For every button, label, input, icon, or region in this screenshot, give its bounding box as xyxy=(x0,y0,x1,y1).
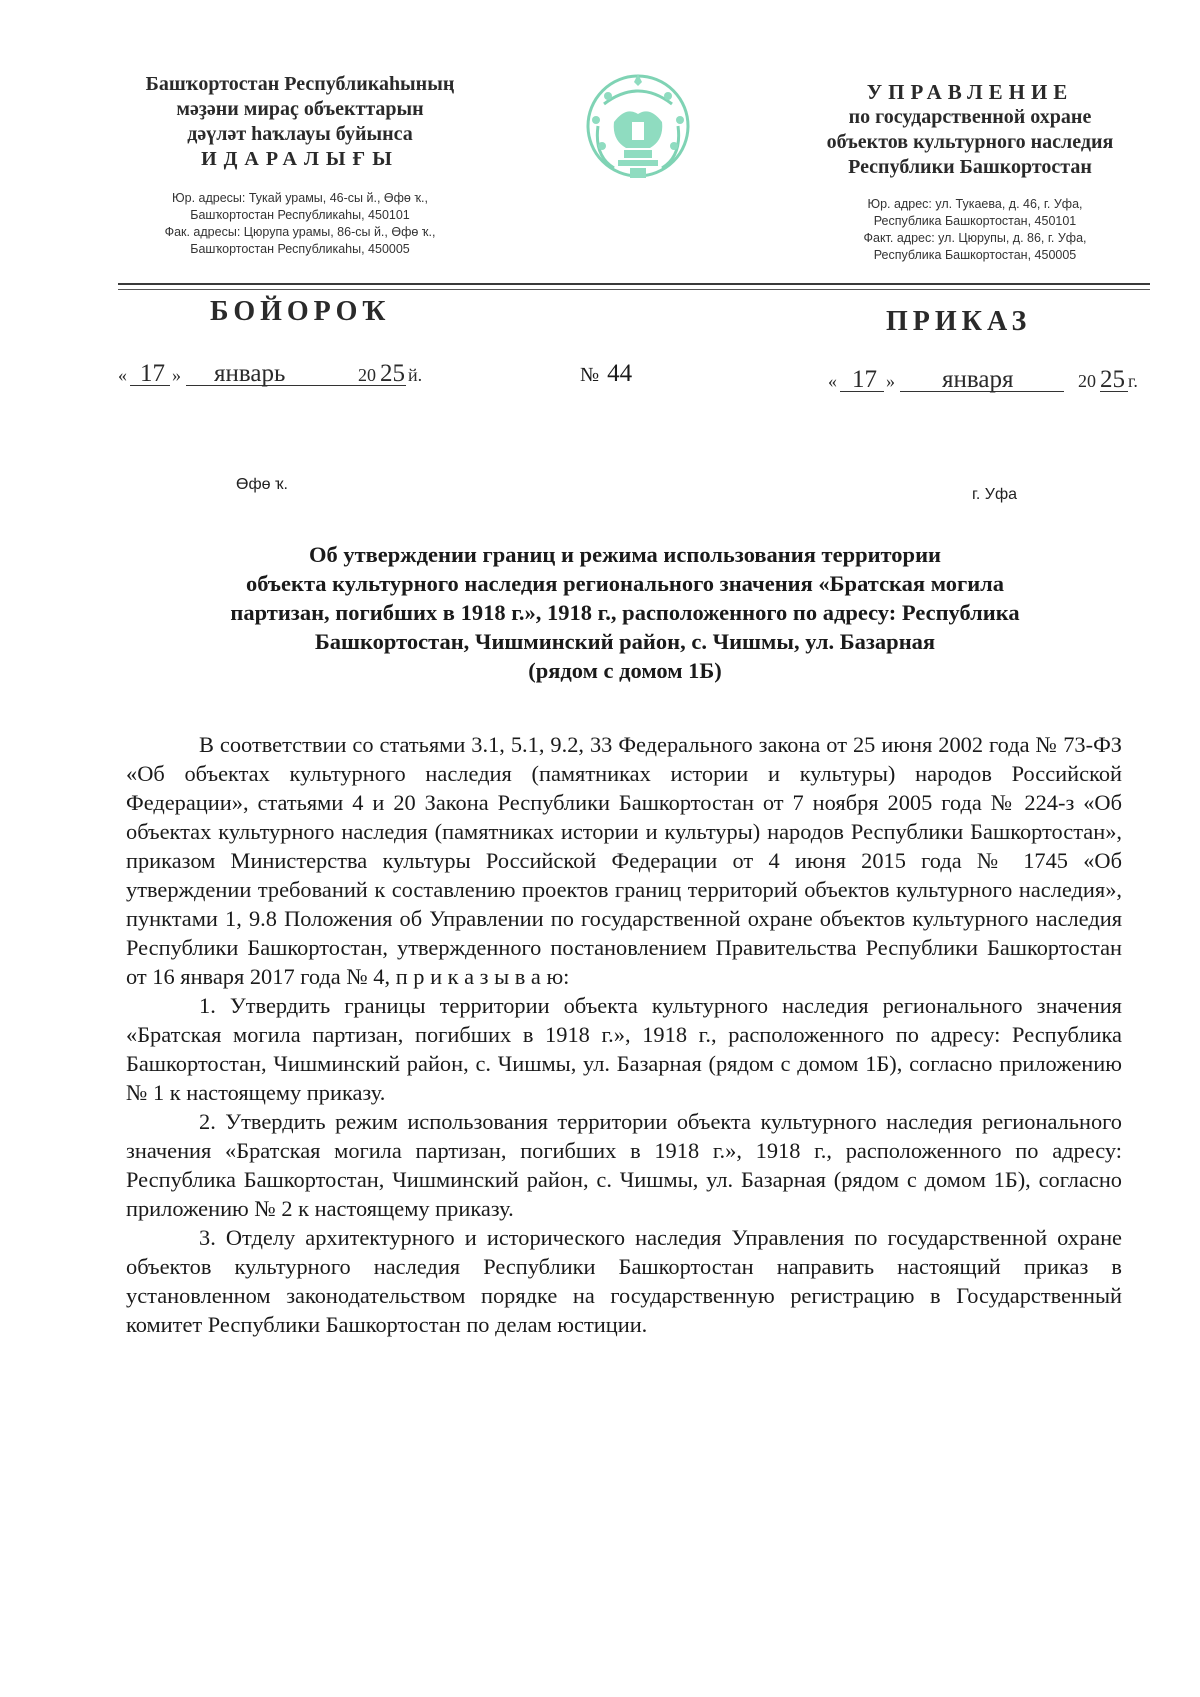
org-line: ИДАРАЛЫҒЫ xyxy=(201,148,399,170)
day-value: 17 xyxy=(140,360,165,387)
address-line: Республика Башкортостан, 450005 xyxy=(873,248,1077,262)
org-line: мәҙәни мираҫ объекттарын xyxy=(176,98,424,120)
quote-close: » xyxy=(172,365,181,385)
header-org-russian xyxy=(790,80,1150,180)
header-org-bashkir xyxy=(120,72,480,172)
title-line: (рядом с домом 1Б) xyxy=(528,658,722,683)
org-line: Башҡортостан Республикаһының xyxy=(145,73,455,95)
address-line: Факт. адрес: ул. Цюрупы, д. 86, г. Уфа, xyxy=(863,231,1087,245)
document-title xyxy=(130,540,1120,685)
year-value: 25 xyxy=(1100,366,1125,393)
address-russian xyxy=(805,196,1145,264)
title-line: Об утверждении границ и режима использования территории xyxy=(308,542,942,567)
address-line: Республика Башкортостан, 450101 xyxy=(873,214,1077,228)
header-divider-thin xyxy=(118,289,1150,290)
address-line: Башҡортостан Республикаһы, 450005 xyxy=(190,242,410,256)
preamble-paragraph: В соответствии со статьями 3.1, 5.1, 9.2, 33 Федерального закона от 25 июня 2002 года № 73-ФЗ «Об объектах культурного наследия (памятниках истории и культуры) народов Российской Федерации», статьями 4 и 20 Закона Республики Башкортостан от 7 ноября 2005 года № 224-з «Об объектах культурного наследия (памятниках истории и культуры) народов Республики Башкортостан», приказом Министерства культуры Российской Федерации от 4 июня 2015 года № 1745 «Об утверждении требований к составлению проектов границ территорий объектов культурного наследия», пунктами 1, 9.8 Положения об Управлении по государственной охране объектов культурного наследия Республики Башкортостан, утвержденного постановлением Правительства Республики Башкортостан от 16 января 2017 года № 4, п р и к а з ы в а ю: xyxy=(126,732,1122,989)
number-sign: № xyxy=(580,364,600,386)
org-line: объектов культурного наследия xyxy=(826,131,1114,153)
address-line: Башҡортостан Республикаһы, 450101 xyxy=(190,208,410,222)
order-item-1: 1. Утвердить границы территории объекта культурного наследия регионального значения «Братская могила партизан, погибших в 1918 г.», 1918 г., расположенного по адресу: Республика Башкортостан, Чишминский район, с. Чишмы, ул. Базарная (рядом с домом 1Б), согласно приложению № 1 к настоящему приказу. xyxy=(126,993,1122,1105)
doc-type-bashkir: БОЙОРОҠ xyxy=(210,296,391,327)
title-line: объекта культурного наследия регионального значения «Братская могила xyxy=(245,571,1005,596)
city-russian: г. Уфа xyxy=(972,486,1017,503)
org-line: дәүләт һаҡлауы буйынса xyxy=(187,123,413,145)
quote-open: « xyxy=(118,365,127,385)
org-line: по государственной охране xyxy=(848,106,1092,128)
city-bashkir: Өфө ҡ. xyxy=(236,476,288,493)
month-value: январь xyxy=(214,360,286,387)
address-line: Юр. адресы: Тукай урамы, 46-сы й., Өфө ҡ., xyxy=(172,191,428,205)
org-line: УПРАВЛЕНИЕ xyxy=(866,80,1074,104)
document-body xyxy=(126,730,1122,1339)
order-number xyxy=(580,360,632,388)
org-line: Республики Башкортостан xyxy=(848,156,1092,178)
month-value: января xyxy=(942,366,1014,393)
header-divider xyxy=(118,283,1150,285)
year-tail: й. xyxy=(408,365,423,385)
quote-close: » xyxy=(886,371,895,391)
day-value: 17 xyxy=(852,366,877,393)
year-tail: г. xyxy=(1128,371,1138,391)
number-value: 44 xyxy=(607,360,633,387)
year-value: 25 xyxy=(380,360,405,387)
title-line: Башкортостан, Чишминский район, с. Чишмы, ул. Базарная xyxy=(314,629,936,654)
date-right xyxy=(828,362,1148,396)
address-line: Юр. адрес: ул. Тукаева, д. 46, г. Уфа, xyxy=(867,197,1083,211)
year-prefix: 20 xyxy=(358,365,376,385)
order-item-2: 2. Утвердить режим использования территории объекта культурного наследия регионального значения «Братская могила партизан, погибших в 1918 г.», 1918 г., расположенного по адресу: Республика Башкортостан, Чишминский район, с. Чишмы, ул. Базарная (рядом с домом 1Б), согласно приложению № 2 к настоящему приказу. xyxy=(126,1109,1122,1221)
coat-of-arms-icon xyxy=(574,64,702,192)
address-line: Фак. адресы: Цюрупа урамы, 86-сы й., Өфө ҡ., xyxy=(164,225,436,239)
date-left xyxy=(118,356,448,390)
doc-type-russian: ПРИКАЗ xyxy=(886,306,1032,337)
quote-open: « xyxy=(828,371,837,391)
year-prefix: 20 xyxy=(1078,371,1096,391)
address-bashkir xyxy=(130,190,470,258)
order-item-3: 3. Отделу архитектурного и исторического наследия Управления по государственной охране объектов культурного наследия Республики Башкортостан направить настоящий приказ в установленном законодательством порядке на государственную регистрацию в Государственный комитет Республики Башкортостан по делам юстиции. xyxy=(126,1225,1122,1337)
title-line: партизан, погибших в 1918 г.», 1918 г., расположенного по адресу: Республика xyxy=(230,600,1020,625)
